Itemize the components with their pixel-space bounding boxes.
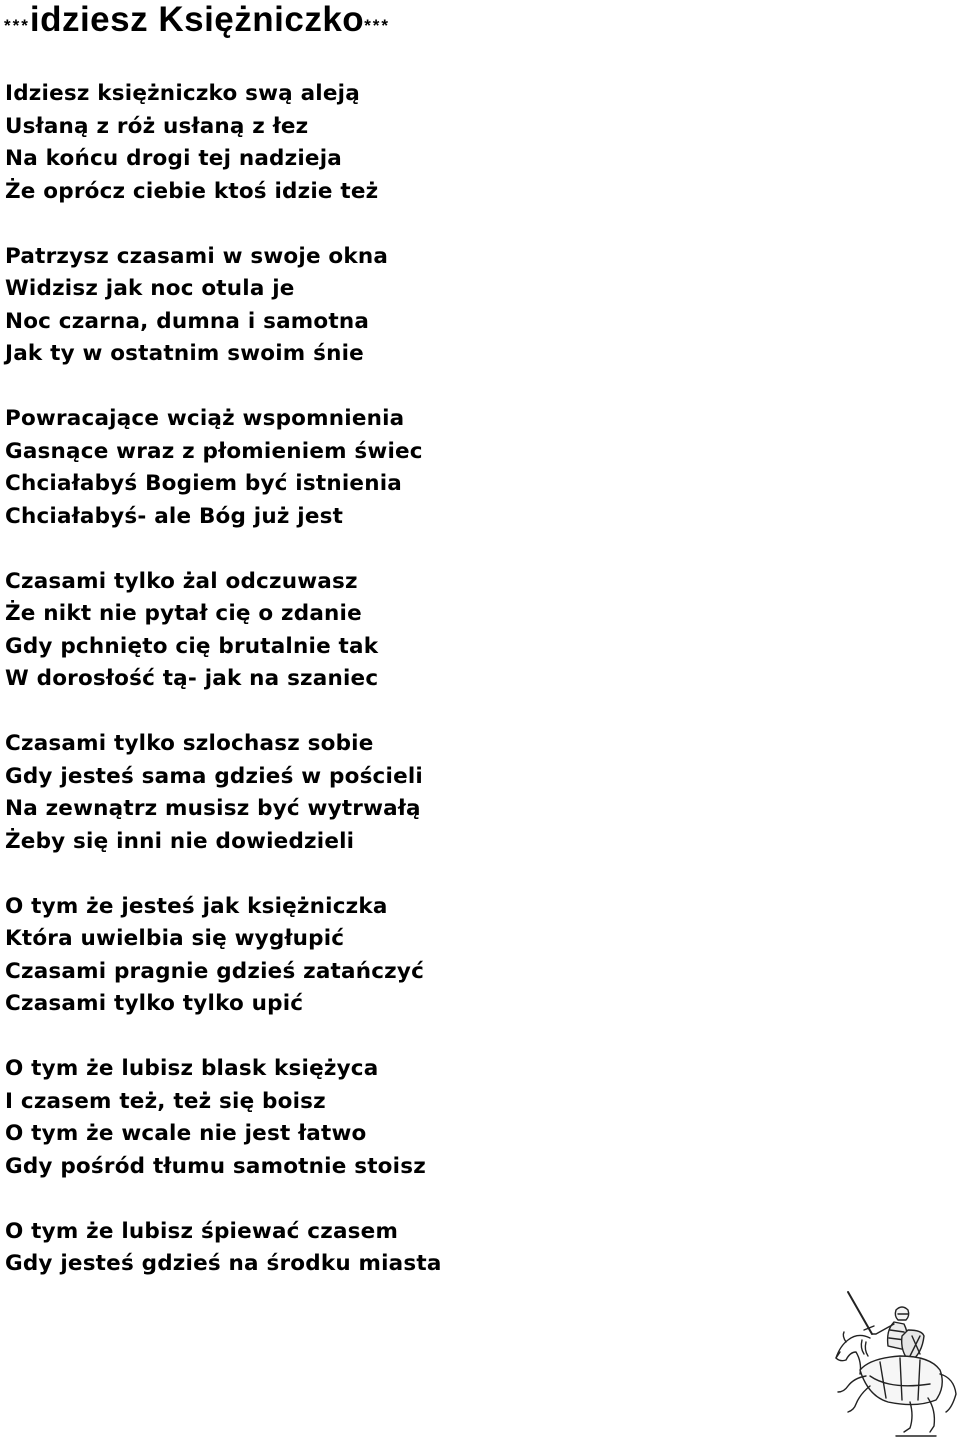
poem-line: Żeby się inni nie dowiedzieli: [5, 828, 355, 854]
poem-line: Że oprócz ciebie ktoś idzie też: [5, 178, 379, 204]
poem-line: Która uwielbia się wygłupić: [5, 926, 345, 951]
poem-line: Gdy pchnięto cię brutalnie tak: [5, 633, 379, 659]
stanza: [5, 403, 442, 533]
poem-line: Noc czarna, dumna i samotna: [5, 308, 370, 334]
stanza: [5, 78, 442, 208]
stanza: [5, 241, 442, 371]
poem-line: Gasnące wraz z płomieniem świec: [5, 438, 423, 464]
poem-line: Na końcu drogi tej nadzieja: [5, 146, 342, 171]
poem-line: Patrzysz czasami w swoje okna: [5, 243, 389, 269]
poem-line: Usłaną z róż usłaną z łez: [5, 113, 309, 139]
poem-line: Czasami tylko tylko upić: [5, 991, 304, 1016]
poem-line: I czasem też, też się boisz: [5, 1088, 326, 1114]
poem-line: Idziesz księżniczko swą aleją: [5, 81, 360, 106]
poem-line: O tym że lubisz blask księżyca: [5, 1056, 379, 1081]
poem-line: Chciałabyś Bogiem być istnienia: [5, 471, 402, 496]
stanza: [5, 728, 442, 858]
poem-line: Widzisz jak noc otula je: [5, 276, 295, 301]
poem-line: O tym że lubisz śpiewać czasem: [5, 1218, 399, 1244]
stanza: [5, 1216, 442, 1281]
poem-line: Że nikt nie pytał cię o zdanie: [5, 601, 362, 626]
poem-line: Czasami tylko żal odczuwasz: [5, 568, 358, 594]
poem-line: Gdy pośród tłumu samotnie stoisz: [5, 1153, 426, 1179]
poem-line: W dorosłość tą- jak na szaniec: [5, 666, 379, 691]
knight-on-horse-icon: [800, 1290, 960, 1440]
poem-line: Gdy jesteś sama gdzieś w pościeli: [5, 763, 423, 789]
poem-line: O tym że jesteś jak księżniczka: [5, 893, 388, 919]
stanza: [5, 891, 442, 1021]
poem-line: Czasami pragnie gdzieś zatańczyć: [5, 958, 425, 984]
poem-body: [5, 78, 442, 1313]
poem-title: [4, 0, 390, 46]
poem-line: Czasami tylko szlochasz sobie: [5, 731, 374, 756]
poem-line: Powracające wciąż wspomnienia: [5, 406, 405, 431]
poem-line: Na zewnątrz musisz być wytrwałą: [5, 796, 421, 821]
poem-line: Jak ty w ostatnim swoim śnie: [5, 341, 364, 366]
poem-line: O tym że wcale nie jest łatwo: [5, 1121, 367, 1146]
title-stars-left: ***: [4, 16, 30, 35]
stanza: [5, 566, 442, 696]
title-text: idziesz Księżniczko: [29, 0, 365, 39]
stanza: [5, 1053, 442, 1183]
poem-line: Gdy jesteś gdzieś na środku miasta: [5, 1251, 442, 1276]
poem-line: Chciałabyś- ale Bóg już jest: [5, 503, 344, 529]
title-stars-right: ***: [364, 16, 391, 35]
